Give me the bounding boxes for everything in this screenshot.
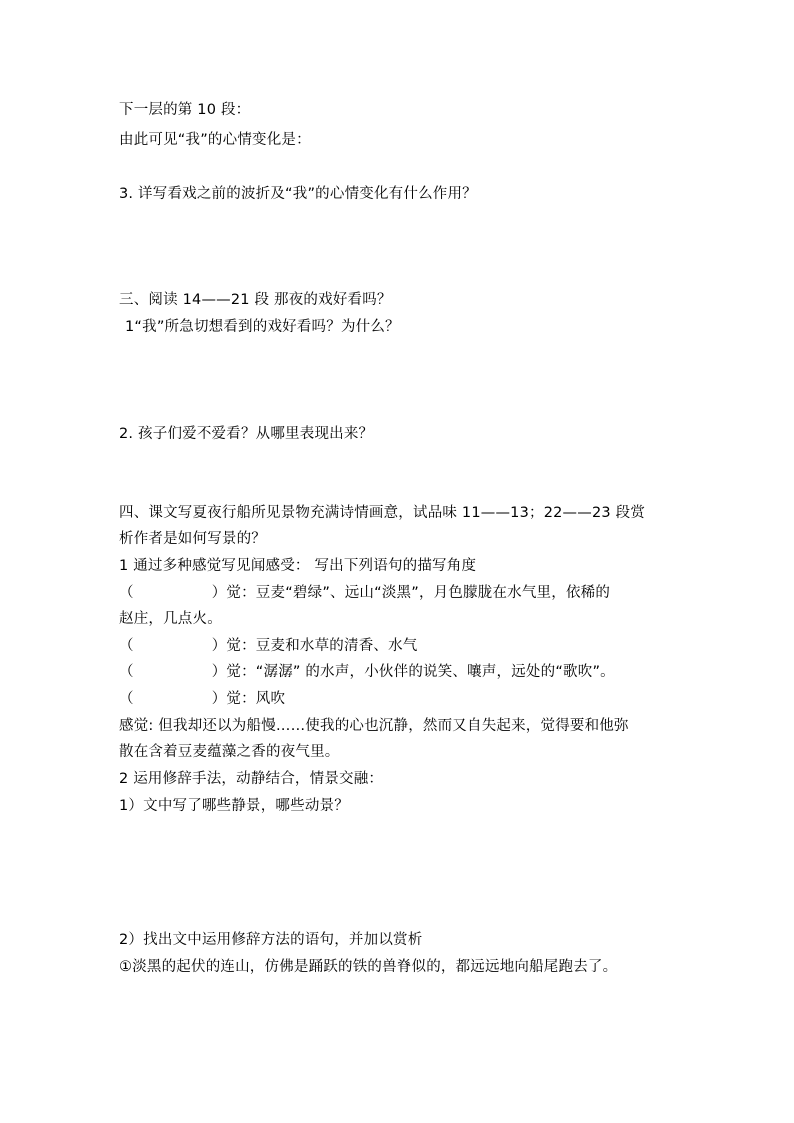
sense-row-3-text: ）觉：“潺潺” 的水声，小伙伴的说笑、嚷声，远处的“歌吹”。 <box>211 664 615 680</box>
section-4-question-2: 2 运用修辞手法，动静结合，情景交融： <box>119 771 384 787</box>
feeling-line-2: 散在含着豆麦蕴藻之香的夜气里。 <box>119 744 340 760</box>
sense-row-1-continued: 赵庄，几点火。 <box>119 611 222 627</box>
section-4-title-line-1: 四、课文写夏夜行船所见景物充满诗情画意，试品味 11——13；22——23 段赏 <box>119 505 646 521</box>
question-3: 3. 详写看戏之前的波折及“我”的心情变化有什么作用？ <box>119 186 477 202</box>
sense-row-1 <box>119 583 679 603</box>
sense-row-2-text: ）觉：豆麦和水草的清香、水气 <box>211 638 418 654</box>
section-3-question-1: 1“我”所急切想看到的戏好看吗？为什么？ <box>125 319 400 335</box>
section-3-question-2: 2. 孩子们爱不爱看？从哪里表现出来？ <box>119 426 374 442</box>
blank-open-paren: （ <box>119 664 134 680</box>
feeling-line-1: 感觉: 但我却还以为船慢……使我的心也沉静，然而又自失起来，觉得要和他弥 <box>119 718 629 734</box>
sense-row-2 <box>119 636 679 656</box>
sense-row-4-text: ）觉：风吹 <box>211 691 286 707</box>
sense-row-3 <box>119 662 679 682</box>
blank-open-paren: （ <box>119 691 134 707</box>
section-3-title: 三、阅读 14——21 段 那夜的戏好看吗？ <box>119 292 392 308</box>
sense-row-1-text: ）觉：豆麦“碧绿”、远山“淡黑”，月色朦胧在水气里，依稀的 <box>211 585 611 601</box>
section-4-title-line-2: 析作者是如何写景的？ <box>119 531 266 547</box>
sense-row-4 <box>119 689 679 709</box>
paragraph-10-line: 下一层的第 10 段： <box>119 102 251 118</box>
blank-open-paren: （ <box>119 585 134 601</box>
section-4-question-1: 1 通过多种感觉写见闻感受： 写出下列语句的描写角度 <box>119 558 477 574</box>
blank-open-paren: （ <box>119 638 134 654</box>
sub-question-2: 2）找出文中运用修辞方法的语句，并加以赏析 <box>119 932 423 948</box>
sub-question-2-item-1: ①淡黑的起伏的连山，仿佛是踊跃的铁的兽脊似的，都远远地向船尾跑去了。 <box>119 959 618 975</box>
sub-question-1: 1）文中写了哪些静景，哪些动景？ <box>119 798 349 814</box>
mood-change-line: 由此可见“我”的心情变化是： <box>119 132 311 148</box>
